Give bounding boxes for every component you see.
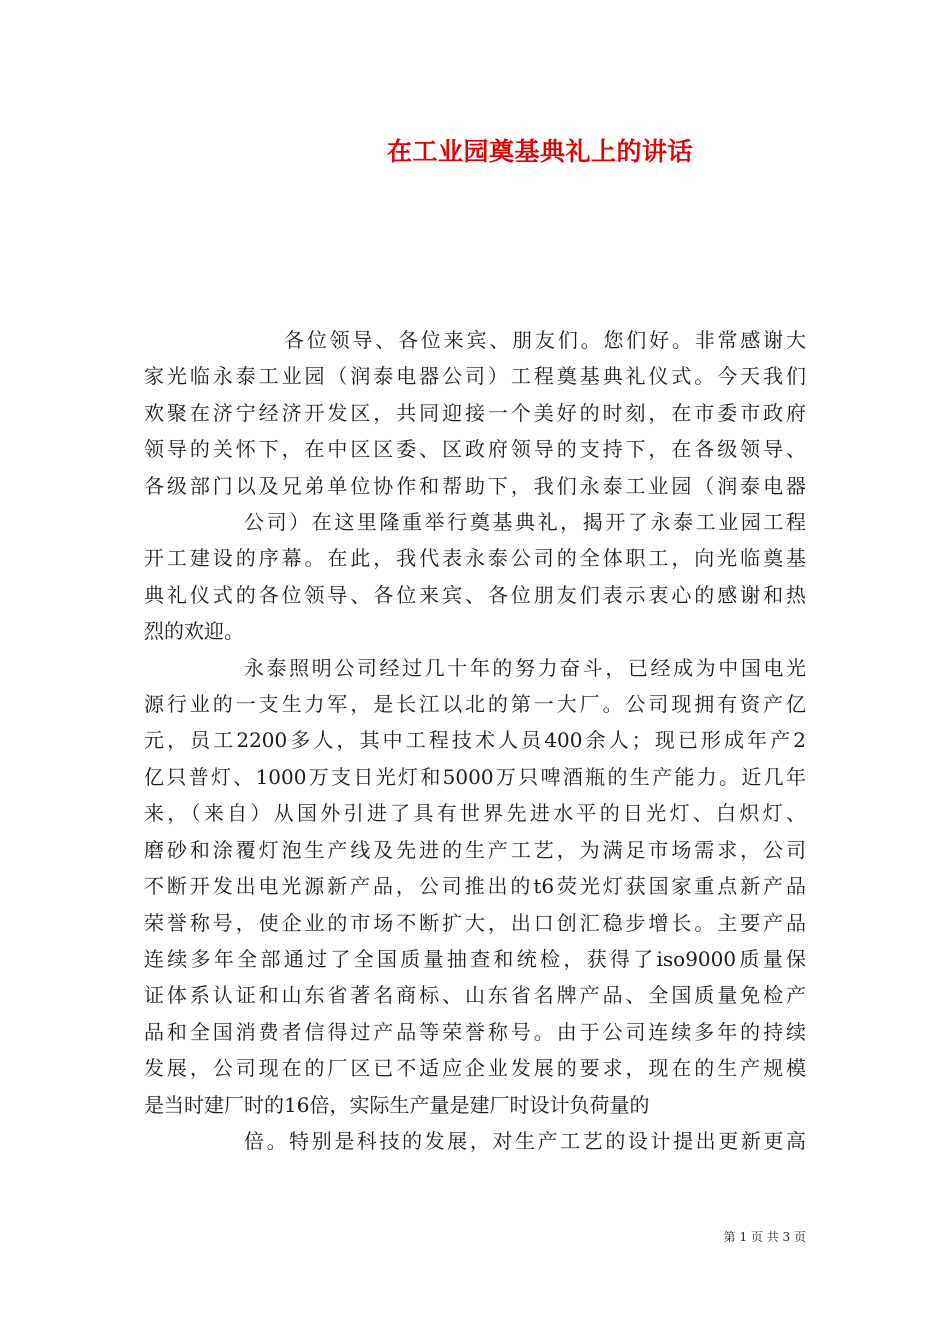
speech-body	[144, 322, 806, 1159]
text-line: 亿只普灯、1000万支日光灯和5000万只啤酒瓶的生产能力。近几年	[144, 764, 806, 789]
text-line: 荣誉称号，使企业的市场不断扩大，出口创汇稳步增长。主要产品	[144, 910, 806, 935]
text-line: 品和全国消费者信得过产品等荣誉称号。由于公司连续多年的持续	[144, 1019, 806, 1044]
text-line: 磨砂和涂覆灯泡生产线及先进的生产工艺，为满足市场需求，公司	[144, 837, 806, 862]
text-line: 源行业的一支生力军，是长江以北的第一大厂。公司现拥有资产亿	[144, 692, 806, 717]
text-line: 各位领导、各位来宾、朋友们。您们好。非常感谢大	[284, 328, 806, 352]
text-line: 倍。特别是科技的发展，对生产工艺的设计提出更新更高	[244, 1128, 806, 1153]
text-line: 烈的欢迎。	[144, 619, 244, 644]
text-line: 证体系认证和山东省著名商标、山东省名牌产品、全国质量免检产	[144, 983, 806, 1008]
page-title: 在工业园奠基典礼上的讲话	[386, 137, 693, 166]
text-line: 领导的关怀下，在中区区委、区政府领导的支持下，在各级领导、	[144, 437, 806, 462]
text-line: 不断开发出电光源新产品，公司推出的t6荧光灯获国家重点新产品	[144, 874, 806, 899]
text-line: 典礼仪式的各位领导、各位来宾、各位朋友们表示衷心的感谢和热	[144, 582, 806, 607]
text-line: 各级部门以及兄弟单位协作和帮助下，我们永泰工业园（润泰电器	[144, 473, 806, 498]
page-number: 第 1 页 共 3 页	[723, 1230, 806, 1244]
text-line: 发展，公司现在的厂区已不适应企业发展的要求，现在的生产规模	[144, 1056, 806, 1081]
text-line: 是当时建厂时的16倍，实际生产量是建厂时设计负荷量的	[144, 1092, 650, 1117]
text-line: 欢聚在济宁经济开发区，共同迎接一个美好的时刻，在市委市政府	[144, 400, 806, 425]
text-line: 来，（来自）从国外引进了具有世界先进水平的日光灯、白炽灯、	[144, 801, 806, 826]
text-line: 开工建设的序幕。在此，我代表永泰公司的全体职工，向光临奠基	[144, 546, 806, 571]
text-line: 连续多年全部通过了全国质量抽查和统检，获得了iso9000质量保	[144, 946, 806, 971]
text-line: 永泰照明公司经过几十年的努力奋斗，已经成为中国电光	[244, 655, 806, 680]
text-line: 家光临永泰工业园（润泰电器公司）工程奠基典礼仪式。今天我们	[144, 364, 806, 389]
text-line: 公司）在这里隆重举行奠基典礼，揭开了永泰工业园工程	[244, 510, 806, 535]
text-line: 元，员工2200多人，其中工程技术人员400余人；现已形成年产2	[144, 728, 806, 753]
